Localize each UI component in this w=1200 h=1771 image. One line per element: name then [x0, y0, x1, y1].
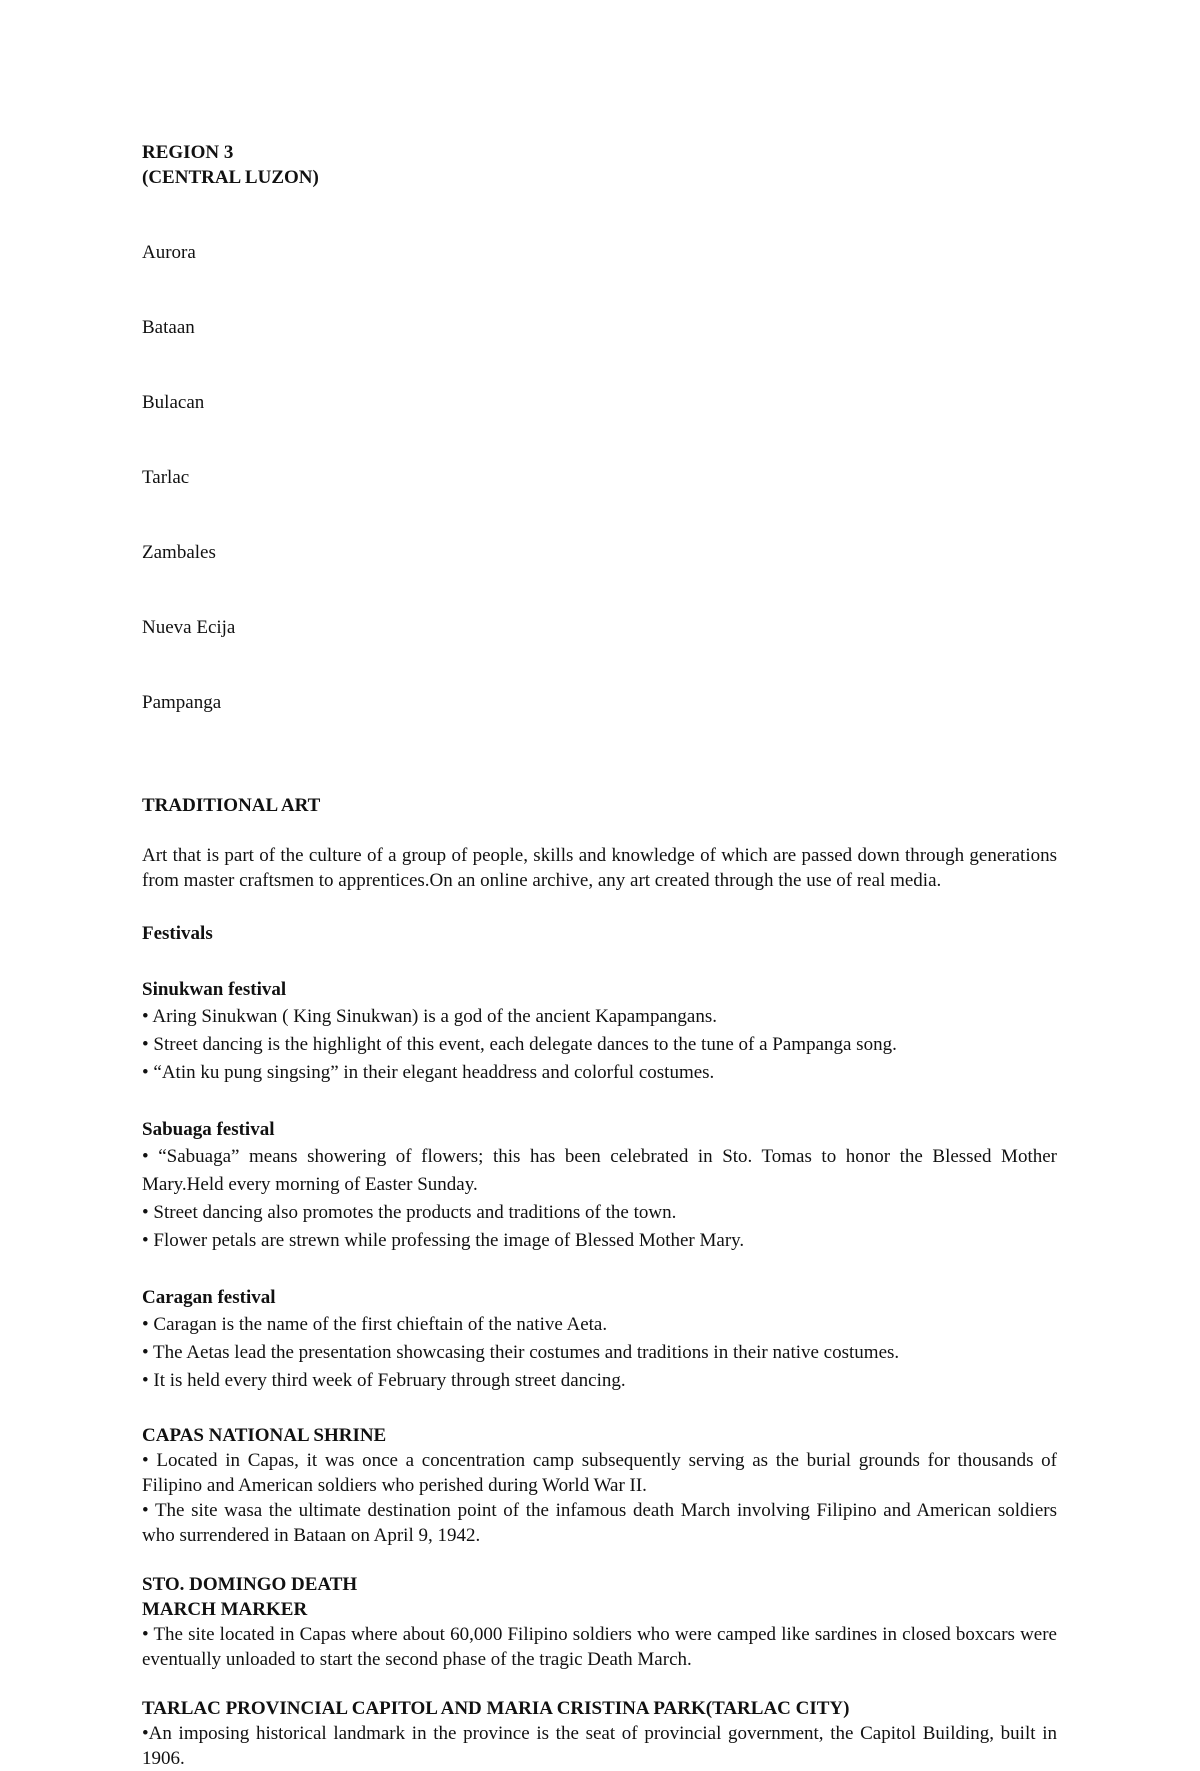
province-item: Pampanga [142, 692, 222, 713]
province-item: Bataan [142, 317, 195, 338]
bullet-item: • The site located in Capas where about 60,000 Filipino soldiers who were camped like sardines in closed boxcars were eventually unloaded to start the second phase of the tragic Death March. [142, 1624, 1057, 1670]
bullet-item: • Flower petals are strewn while professing the image of Blessed Mother Mary. [142, 1230, 745, 1251]
province-item: Nueva Ecija [142, 617, 236, 638]
sto-domingo-bullets [142, 1622, 1057, 1672]
festivals-heading: Festivals [142, 923, 213, 944]
bullet-item: • Street dancing also promotes the products and traditions of the town. [142, 1202, 677, 1223]
bullet-item: • Aring Sinukwan ( King Sinukwan) is a god of the ancient Kapampangans. [142, 1006, 717, 1027]
province-item: Aurora [142, 242, 196, 263]
region-header [142, 140, 1057, 765]
bullet-item: • “Atin ku pung singsing” in their elegant headdress and colorful costumes. [142, 1062, 715, 1083]
caragan-title: Caragan festival [142, 1287, 276, 1308]
caragan-bullets [142, 1311, 1057, 1395]
bullet-item: • Street dancing is the highlight of this event, each delegate dances to the tune of a Pampanga song. [142, 1034, 897, 1055]
document-page [142, 140, 1057, 1771]
region-subtitle: (CENTRAL LUZON) [142, 167, 319, 188]
traditional-art-heading: TRADITIONAL ART [142, 795, 321, 816]
tarlac-bullets [142, 1721, 1057, 1771]
sinukwan-bullets [142, 1003, 1057, 1087]
sabuaga-bullets [142, 1143, 1057, 1255]
region-title: REGION 3 [142, 142, 234, 163]
bullet-item: • The site wasa the ultimate destination point of the infamous death March involving Filipino and American soldiers who surrendered in Bataan on April 9, 1942. [142, 1500, 1057, 1546]
bullet-item: • Located in Capas, it was once a concentration camp subsequently serving as the burial grounds for thousands of Filipino and American soldiers who perished during World War II. [142, 1450, 1057, 1496]
traditional-art-body: Art that is part of the culture of a group of people, skills and knowledge of which are passed down through generations from master craftsmen to apprentices.On an online archive, any art created through the use of real media. [142, 845, 1057, 891]
province-item: Zambales [142, 542, 216, 563]
bullet-item: • The Aetas lead the presentation showcasing their costumes and traditions in their native costumes. [142, 1342, 900, 1363]
bullet-item: • “Sabuaga” means showering of flowers; this has been celebrated in Sto. Tomas to honor the Blessed Mother Mary.Held every morning of Easter Sunday. [142, 1146, 1057, 1195]
province-list [142, 190, 1057, 765]
bullet-item: • It is held every third week of February through street dancing. [142, 1370, 626, 1391]
tarlac-heading: TARLAC PROVINCIAL CAPITOL AND MARIA CRISTINA PARK(TARLAC CITY) [142, 1698, 850, 1719]
sabuaga-title: Sabuaga festival [142, 1119, 275, 1140]
sinukwan-title: Sinukwan festival [142, 979, 287, 1000]
sto-domingo-heading-line1: STO. DOMINGO DEATH [142, 1574, 358, 1595]
province-item: Bulacan [142, 392, 205, 413]
capas-bullets [142, 1448, 1057, 1548]
province-item: Tarlac [142, 467, 190, 488]
bullet-item: •An imposing historical landmark in the province is the seat of provincial government, the Capitol Building, built in 1906. [142, 1723, 1057, 1769]
bullet-item: • Caragan is the name of the first chieftain of the native Aeta. [142, 1314, 608, 1335]
capas-heading: CAPAS NATIONAL SHRINE [142, 1425, 387, 1446]
sto-domingo-heading-line2: MARCH MARKER [142, 1599, 308, 1620]
